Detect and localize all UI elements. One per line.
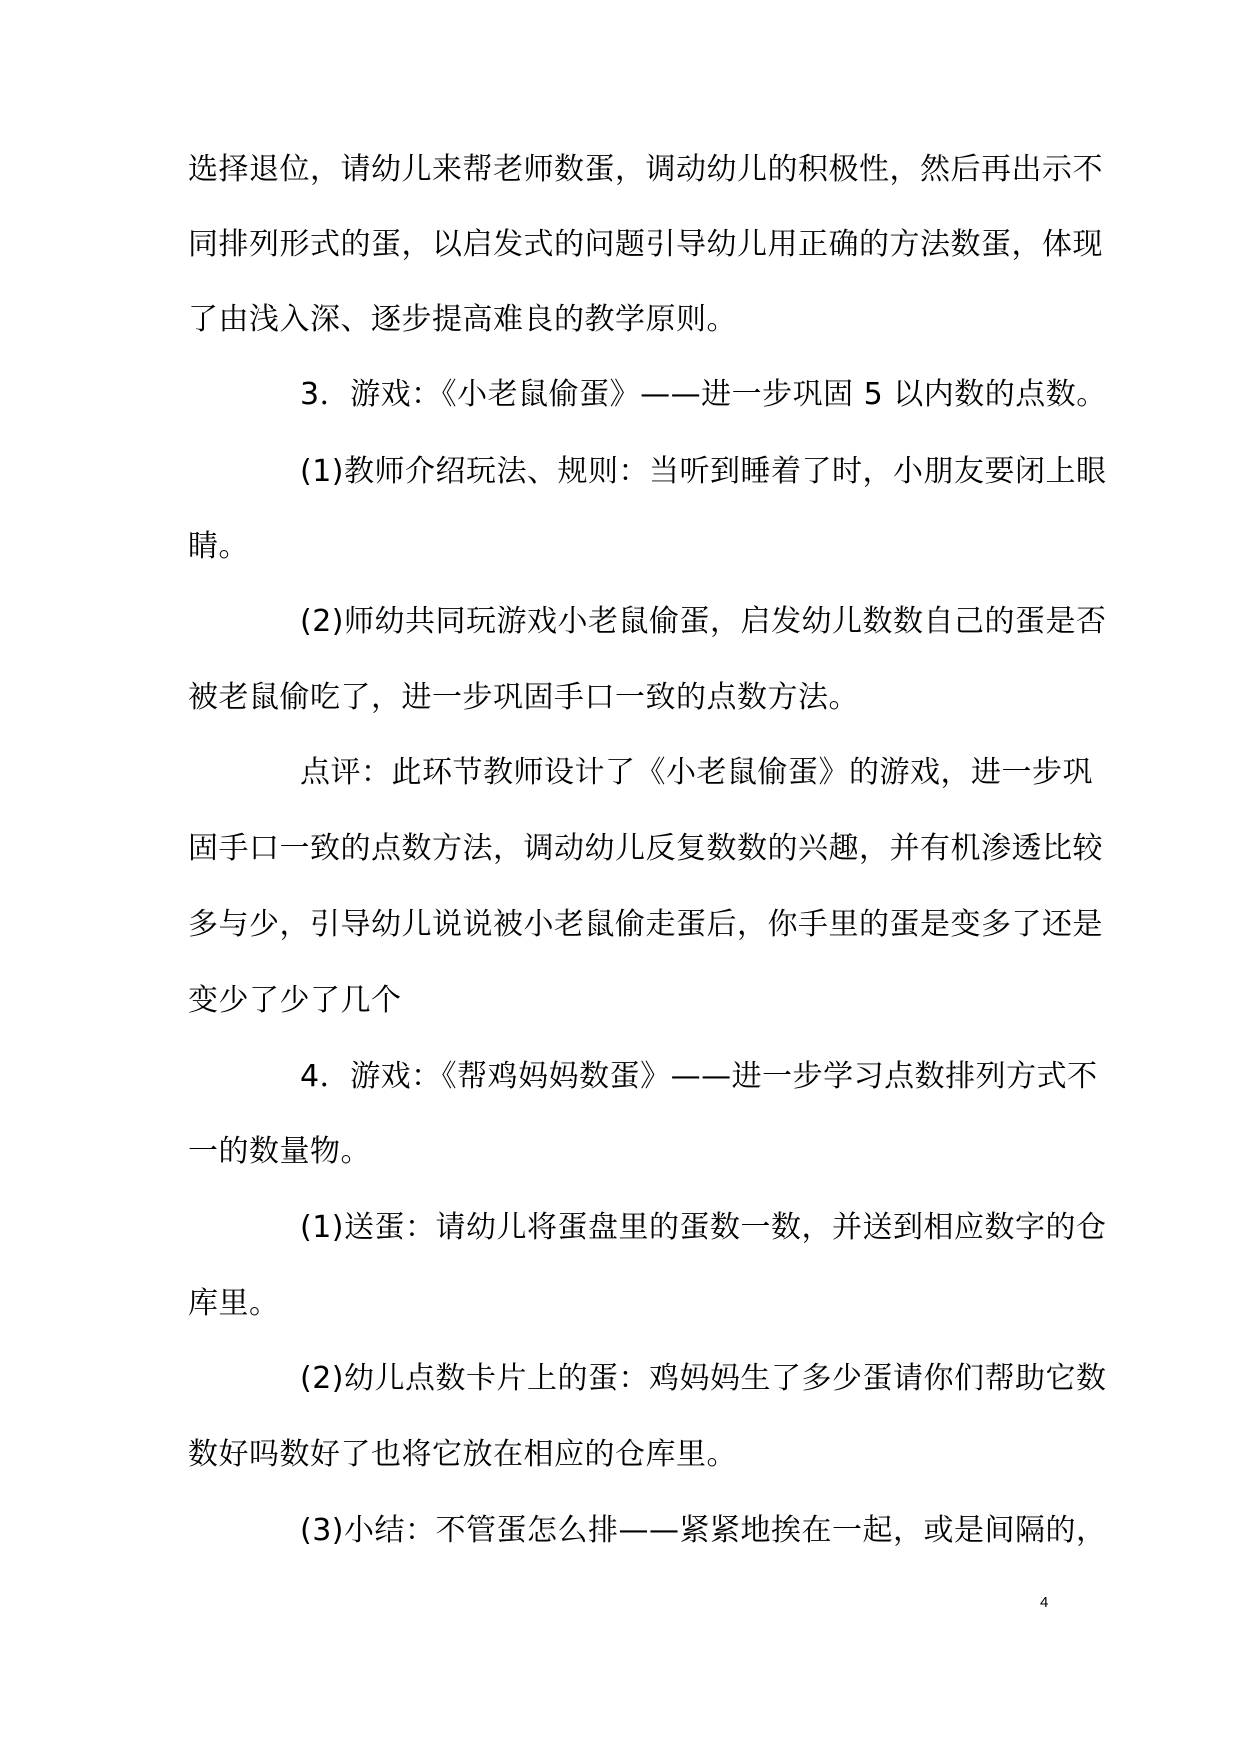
text-line: (2)幼儿点数卡片上的蛋：鸡妈妈生了多少蛋请你们帮助它数 (300, 1361, 1107, 1396)
text-line: 点评：此环节教师设计了《小老鼠偷蛋》的游戏，进一步巩 (300, 755, 1093, 790)
text-line: 4．游戏：《帮鸡妈妈数蛋》——进一步学习点数排列方式不 (300, 1059, 1098, 1094)
text-line: 多与少，引导幼儿说说被小老鼠偷走蛋后，你手里的蛋是变多了还是 (188, 907, 1103, 942)
text-line: 选择退位，请幼儿来帮老师数蛋，调动幼儿的积极性，然后再出示不 (188, 152, 1103, 187)
text-line: 睛。 (188, 529, 249, 564)
text-line: 3．游戏：《小老鼠偷蛋》——进一步巩固 5 以内数的点数。 (300, 377, 1107, 412)
text-line: (1)送蛋：请幼儿将蛋盘里的蛋数一数，并送到相应数字的仓 (300, 1210, 1107, 1245)
text-line: (1)教师介绍玩法、规则：当听到睡着了时，小朋友要闭上眼 (300, 454, 1107, 489)
text-line: 了由浅入深、逐步提高难良的教学原则。 (188, 302, 737, 337)
text-line: 被老鼠偷吃了，进一步巩固手口一致的点数方法。 (188, 680, 859, 715)
text-line: 变少了少了几个 (188, 983, 402, 1018)
text-line: 一的数量物。 (188, 1134, 371, 1169)
text-line: 固手口一致的点数方法，调动幼儿反复数数的兴趣，并有机渗透比较 (188, 831, 1103, 866)
text-line: 数好吗数好了也将它放在相应的仓库里。 (188, 1437, 737, 1472)
text-line: (2)师幼共同玩游戏小老鼠偷蛋，启发幼儿数数自己的蛋是否 (300, 604, 1107, 639)
text-line: 同排列形式的蛋，以启发式的问题引导幼儿用正确的方法数蛋，体现 (188, 227, 1103, 262)
page-number: 4 (1040, 1594, 1049, 1611)
text-line: 库里。 (188, 1286, 280, 1321)
text-line: (3)小结：不管蛋怎么排——紧紧地挨在一起，或是间隔的， (300, 1513, 1107, 1548)
